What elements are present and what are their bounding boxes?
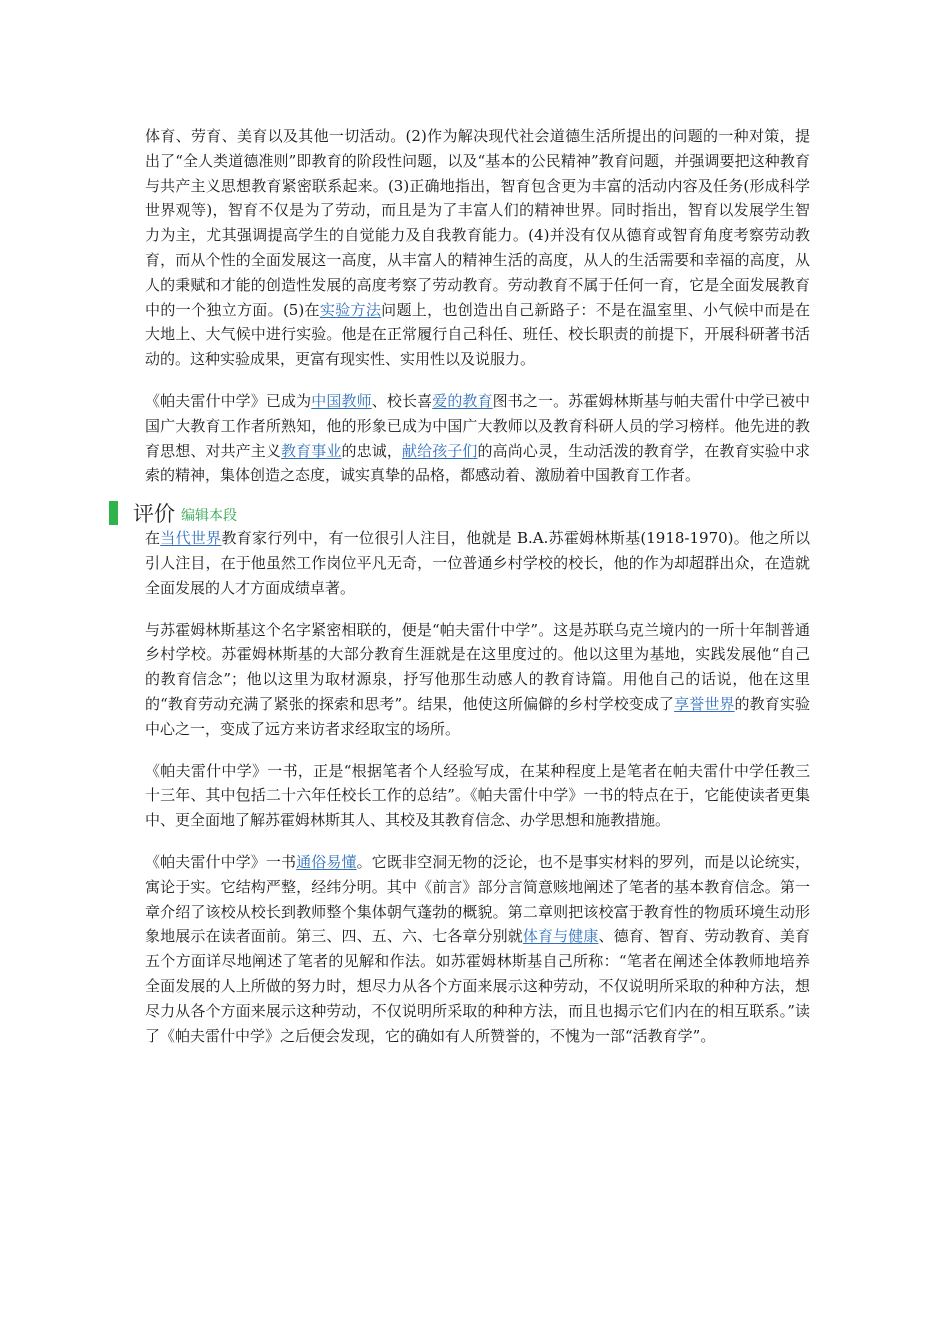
paragraph-evaluation-intro <box>145 526 810 600</box>
text-span: 《帕夫雷什中学》一书 <box>145 852 297 871</box>
link-devoted-to-children[interactable]: 献给孩子们 <box>401 441 478 460</box>
link-education-career[interactable]: 教育事业 <box>281 441 342 460</box>
paragraph-book-structure <box>145 850 810 1048</box>
text-span: 、德育、智育、劳动教育、美育五个方面详尽地阐述了笔者的见解和作法。如苏霍姆林斯基自己所称：“笔者在阐述全体教师地培养全面发展的人上所做的努力时，想尽力从各个方面来展示这种劳动，不仅说明所采取的种种方法，想尽力从各个方面来展示这种劳动，不仅说明所采取的种种方法，而且也揭示它们内在的相互联系。”读了《帕夫雷什中学》之后便会发现，它的确如有人所赞誉的，不愧为一部“活教育学”。 <box>145 927 810 1045</box>
link-chinese-teachers[interactable]: 中国教师 <box>311 391 372 410</box>
section-title: 评价 <box>133 502 175 527</box>
article-body <box>133 124 810 1065</box>
text-span: 与苏霍姆林斯基这个名字紧密相联的，便是“帕夫雷什中学”。这是苏联乌克兰境内的一所十年制普通乡村学校。苏霍姆林斯基的大部分教育生涯就是在这里度过的。他以这里为基地，实践发展他“自己的教育信念”；他以这里为取材源泉，抒写他那生动感人的教育诗篇。用他自己的话说，他在这里的“教育劳动充满了紧张的探索和思考”。结果，他使这所偏僻的乡村学校变成了 <box>145 620 810 713</box>
text-span: 体育、劳育、美育以及其他一切活动。(2)作为解决现代社会道德生活所提出的问题的一种对策，提出了“全人类道德准则”即教育的阶段性问题，以及“基本的公民精神”教育问题，并强调要把这种教育与共产主义思想教育紧密联系起来。(3)正确地指出，智育包含更为丰富的活动内容及任务(形成科学世界观等)，智育不仅是为了劳动，而且是为了丰富人们的精神世界。同时指出，智育以发展学生智力为主，尤其强调提高学生的自觉能力及自我教育能力。(4)并没有仅从德育或智育角度考察劳动教育，而从个性的全面发展这一高度，从丰富人的精神生活的高度，从人的生活需要和幸福的高度，从人的秉赋和才能的创造性发展的高度考察了劳动教育。劳动教育不属于任何一育，它是全面发展教育中的一个独立方面。(5)在 <box>145 127 810 319</box>
paragraph-education-theory <box>145 124 810 372</box>
link-experiment-method[interactable]: 实验方法 <box>319 300 382 319</box>
text-span: 教育家行列中，有一位很引人注目，他就是 B.A.苏霍姆林斯基(1918-1970)。他之所以引人注目，在于他虽然工作岗位平凡无奇，一位普通乡村学校的校长，他的作为却超群出众，在造就全面发展的人才方面成绩卓著。 <box>145 529 810 597</box>
text-span: 、校长喜 <box>371 391 433 410</box>
text-span: 的忠诚， <box>341 441 402 460</box>
edit-section-link[interactable]: 编辑本段 <box>181 508 237 525</box>
paragraph-book-features <box>145 759 810 833</box>
text-span: 在 <box>145 529 161 548</box>
link-sports-and-health[interactable]: 体育与健康 <box>522 927 599 946</box>
link-easy-to-understand[interactable]: 通俗易懂 <box>296 852 357 871</box>
text-span: 。它既非空洞无物的泛论，也不是事实材料的罗列，而是以论统实，寓论于实。它结构严整，经纬分明。其中《前言》部分言简意赅地阐述了笔者的基本教育信念。第一章介绍了该校从校长到教师整个集体朝气蓬勃的概貌。第二章则把该校富于教育性的物质环境生动形象地展示在读者面前。第三、四、五、六、七各章分别就 <box>145 852 810 946</box>
text-span: 问题上，也创造出自己新路子：不是在温室里、小气候中而是在大地上、大气候中进行实验。他是在正常履行自己科任、班任、校长职责的前提下，开展科研著书活动的。这种实验成果，更富有现实性、实用性以及说服力。 <box>145 300 810 369</box>
text-span: 图书之一。苏霍姆林斯基与帕夫雷什中学已被中国广大教育工作者所熟知，他的形象已成为中国广大教师以及教育科研人员的学习榜样。他先进的教育思想、对共产主义 <box>145 391 810 460</box>
text-span: 的高尚心灵，生动活泼的教育学，在教育实验中求索的精神，集体创造之态度，诚实真挚的品格，都感动着、激励着中国教育工作者。 <box>145 441 810 485</box>
heading-accent-bar <box>109 501 118 525</box>
paragraph-pavlysh-school <box>145 618 810 742</box>
text-span: 的教育实验中心之一，变成了远方来访者求经取宝的场所。 <box>145 694 810 738</box>
paragraph-book-influence <box>145 389 810 488</box>
section-heading-evaluation <box>133 499 810 529</box>
link-contemporary-world[interactable]: 当代世界 <box>160 529 222 548</box>
text-span: 《帕夫雷什中学》一书，正是“根据笔者个人经验写成，在某种程度上是笔者在帕夫雷什中学任教三十三年、其中包括二十六年任校长工作的总结”。《帕夫雷什中学》一书的特点在于，它能使读者更集中、更全面地了解苏霍姆林斯其人、其校及其教育信念、办学思想和施教措施。 <box>145 761 810 830</box>
link-love-education[interactable]: 爱的教育 <box>432 391 493 410</box>
text-span: 《帕夫雷什中学》已成为 <box>145 391 312 410</box>
link-world-renowned[interactable]: 享誉世界 <box>674 694 735 713</box>
